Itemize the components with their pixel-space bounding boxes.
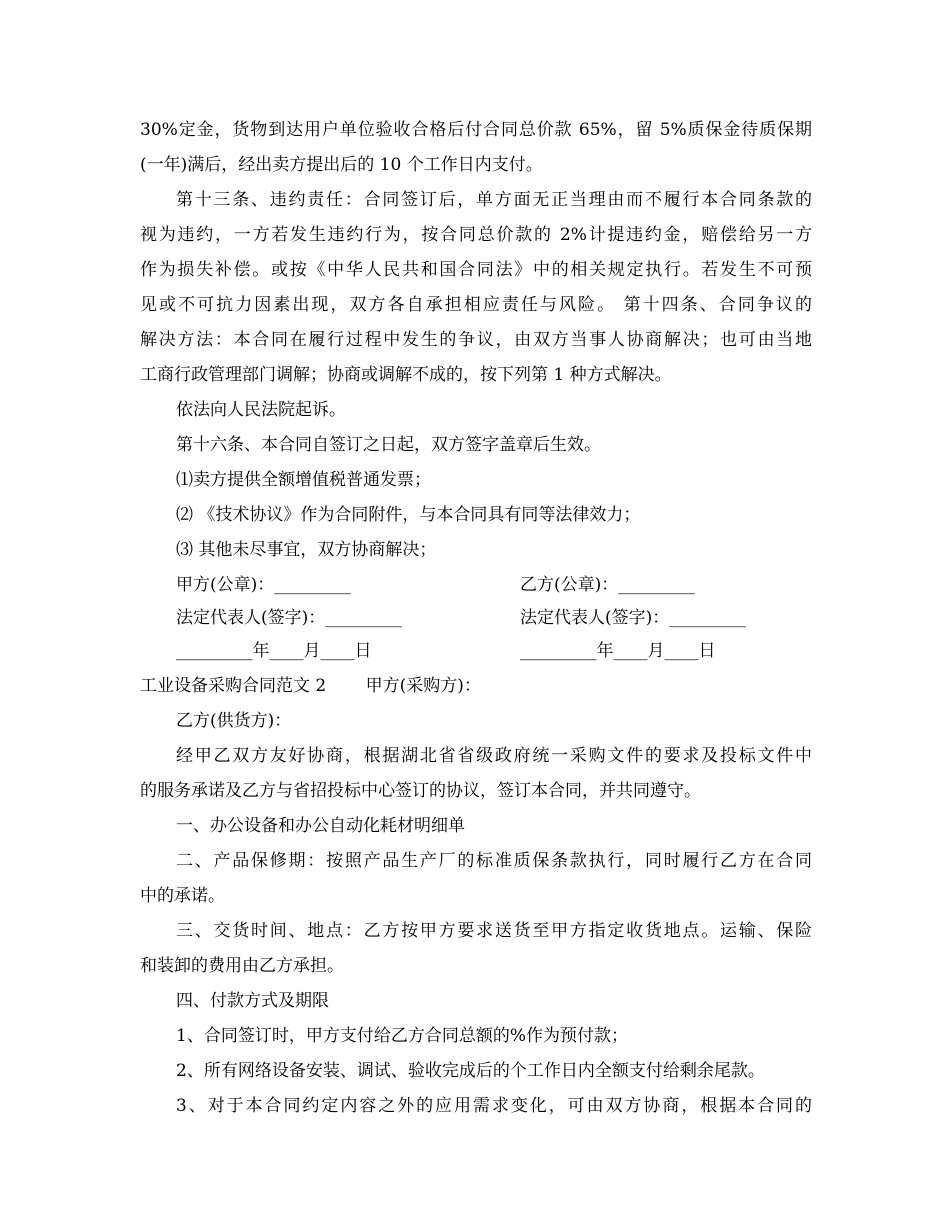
text-line: 乙方(供货方)： <box>176 711 292 731</box>
party-a-date: _________年____月____日 <box>176 641 372 661</box>
text-line: 工商行政管理部门调解；协商或调解不成的，按下列第 1 种方式解决。 <box>140 365 672 385</box>
party-a-representative: 法定代表人(签字)：_________ <box>176 608 402 628</box>
text-line: (一年)满后，经出卖方提出后的 10 个工作日内支付。 <box>140 155 543 175</box>
text-line: 经甲乙双方友好协商，根据湖北省省级政府统一采购文件的要求及投标文件中 <box>176 746 812 766</box>
text-line: 30%定金，货物到达用户单位验收合格后付合同总价款 65%，留 5%质保金待质保期 <box>140 120 812 140</box>
text-line: 第十六条、本合同自签订之日起，双方签字盖章后生效。 <box>176 435 601 455</box>
text-line: 3、对于本合同约定内容之外的应用需求变化，可由双方协商，根据本合同的 <box>176 1096 812 1116</box>
text-line: 一、办公设备和办公自动化耗材明细单 <box>176 816 465 836</box>
text-line: 二、产品保修期：按照产品生产厂的标准质保条款执行，同时履行乙方在合同 <box>176 851 812 871</box>
text-line: 的服务承诺及乙方与省招投标中心签订的协议，签订本合同，并共同遵守。 <box>140 781 701 801</box>
text-line: 依法向人民法院起诉。 <box>176 400 346 420</box>
text-line: ⑴卖方提供全额增值税普通发票； <box>176 470 431 490</box>
section-title: 工业设备采购合同范文 2 甲方(采购方)： <box>140 676 481 696</box>
text-line: ⑵ 《技术协议》作为合同附件，与本合同具有同等法律效力； <box>176 505 641 525</box>
party-a-seal: 甲方(公章)：_________ <box>176 575 351 595</box>
text-line: ⑶ 其他未尽事宜，双方协商解决； <box>176 540 437 560</box>
text-line: 中的承诺。 <box>140 886 225 906</box>
text-line: 见或不可抗力因素出现，双方各自承担相应责任与风险。 第十四条、合同争议的 <box>140 295 812 315</box>
text-line: 三、交货时间、地点：乙方按甲方要求送货至甲方指定收货地点。运输、保险 <box>176 921 812 941</box>
party-b-date: _________年____月____日 <box>520 641 716 661</box>
text-line: 视为违约，一方若发生违约行为，按合同总价款的 2%计提违约金，赔偿给另一方 <box>140 225 812 245</box>
text-line: 作为损失补偿。或按《中华人民共和国合同法》中的相关规定执行。若发生不可预 <box>140 260 812 280</box>
party-b-representative: 法定代表人(签字)：_________ <box>520 608 746 628</box>
text-line: 2、所有网络设备安装、调试、验收完成后的个工作日内全额支付给剩余尾款。 <box>176 1061 765 1081</box>
text-line: 第十三条、违约责任：合同签订后，单方面无正当理由而不履行本合同条款的 <box>176 190 812 210</box>
party-b-seal: 乙方(公章)：_________ <box>520 575 695 595</box>
text-line: 1、合同签订时，甲方支付给乙方合同总额的%作为预付款； <box>176 1026 628 1046</box>
text-line: 四、付款方式及期限 <box>176 991 329 1011</box>
text-line: 解决方法：本合同在履行过程中发生的争议，由双方当事人协商解决；也可由当地 <box>140 330 812 350</box>
text-line: 和装卸的费用由乙方承担。 <box>140 956 344 976</box>
